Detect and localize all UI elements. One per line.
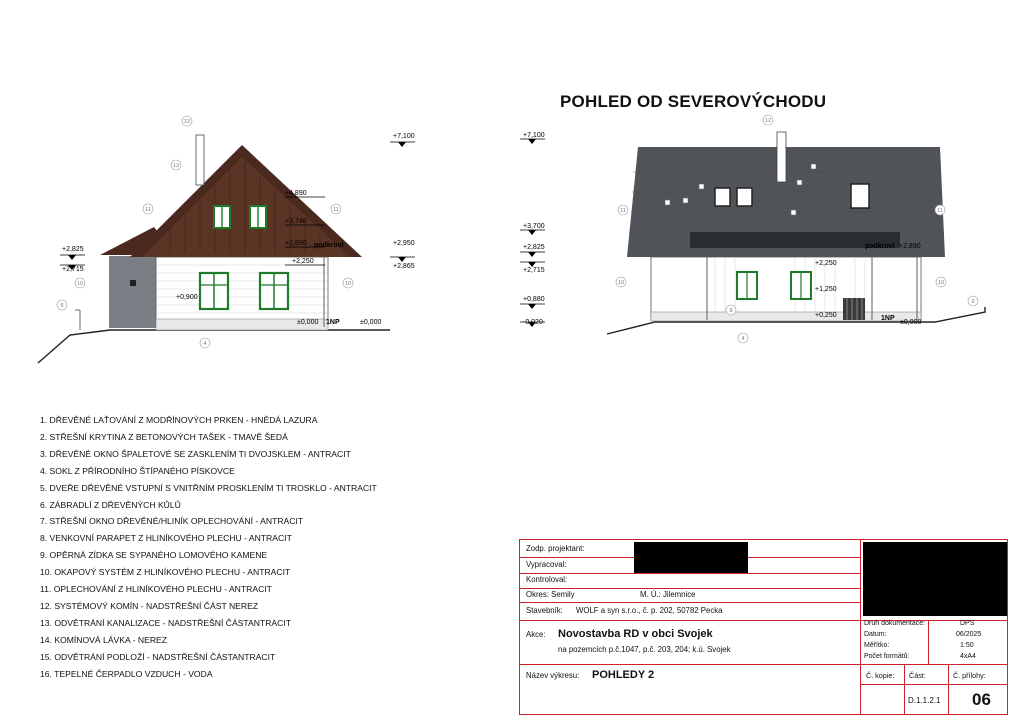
cast-value: D.1.1.2.1: [908, 696, 941, 705]
left-level-2865: +2,865: [393, 263, 415, 270]
left-callout-10: 10: [344, 281, 352, 287]
left-level-2250: +2,250: [292, 258, 314, 265]
legend-item: 7. STŘEŠNÍ OKNO DŘEVĚNÉ/HLINÍK OPLECHOVÁNÍ - ANTRACIT: [40, 516, 304, 527]
material-legend: [40, 412, 377, 683]
cast-label: Část:: [909, 671, 926, 680]
legend-item: 15. ODVĚTRÁNÍ PODLOŽÍ - NADSTŘEŠNÍ ČÁSTANTRACIT: [40, 651, 276, 662]
right-callout-9: 9: [971, 299, 975, 305]
left-callout-4: 4: [203, 341, 207, 347]
right-level-0880: +0,880: [523, 296, 545, 303]
datum-label: Datum:: [864, 631, 887, 638]
left-1np: 1NP: [326, 319, 340, 326]
druh-value: DPS: [960, 620, 975, 627]
right-level-3700: +3,700: [523, 223, 545, 230]
kopie-label: Č. kopie:: [866, 671, 895, 680]
right-level-0250: +0,250: [815, 312, 837, 319]
right-level-2715: +2,715: [523, 267, 545, 274]
right-level-2890: +2,890: [899, 243, 921, 250]
redacted-logo: [863, 542, 1007, 616]
right-level-1250: +1,250: [815, 286, 837, 293]
kontroloval-label: Kontroloval:: [526, 575, 568, 584]
right-1np: 1NP: [881, 315, 895, 322]
legend-item: 8. VENKOVNÍ PARAPET Z HLINÍKOVÉHO PLECHU - ANTRACIT: [40, 533, 292, 544]
zodp-projektant-label: Zodp. projektant:: [526, 544, 585, 553]
left-level-2825: +2,825: [62, 246, 84, 253]
right-level-top: +7,100: [523, 132, 545, 139]
left-callout-6: 6: [60, 303, 64, 309]
left-level-3740: +3,740: [285, 218, 307, 225]
stavebnik-text: WOLF a syn s.r.o., č. p. 202, 50782 Pecka: [576, 606, 723, 615]
page-title: POHLED OD SEVEROVÝCHODU: [560, 92, 827, 111]
left-callout-11: 11: [145, 207, 151, 213]
vypracoval-label: Vypracoval:: [526, 560, 567, 569]
left-level-2950: +2,950: [393, 240, 415, 247]
right-callout-8: 8: [729, 308, 733, 314]
right-level-2825: +2,825: [523, 244, 545, 251]
legend-item: 10. OKAPOVÝ SYSTÉM Z HLINÍKOVÉHO PLECHU - ANTRACIT: [40, 567, 291, 578]
left-level-top: +7,100: [393, 133, 415, 140]
legend-item: 12. SYSTÉMOVÝ KOMÍN - NADSTŘEŠNÍ ČÁST NEREZ: [40, 600, 259, 611]
legend-item: 6. ZÁBRADLÍ Z DŘEVĚNÝCH KŮLŮ: [40, 499, 181, 510]
right-callout-11: 11: [620, 208, 626, 214]
meritko-value: 1:50: [960, 642, 974, 649]
legend-item: 14. KOMÍNOVÁ LÁVKA - NEREZ: [40, 634, 168, 645]
right-level-minus0020: -0,020: [523, 319, 543, 326]
title-block: [519, 539, 1008, 715]
left-level-0900: +0,900: [176, 294, 198, 301]
right-callout-4: 4: [741, 336, 745, 342]
legend-item: 3. DŘEVĚNÉ OKNO ŠPALETOVÉ SE ZASKLENÍM TI DVOJSKLEM - ANTRACIT: [40, 448, 351, 459]
left-callout-13: 13: [172, 163, 180, 169]
left-callout-12: 12: [183, 119, 191, 125]
akce-text: Novostavba RD v obci Svojek: [558, 628, 713, 640]
akce-label: Akce:: [526, 630, 546, 639]
left-level-0-right: ±0,000: [360, 319, 382, 326]
legend-item: 13. ODVĚTRÁNÍ KANALIZACE - NADSTŘEŠNÍ ČÁSTANTRACIT: [40, 617, 292, 628]
left-podkrovi: podkroví: [314, 242, 344, 249]
left-level-2715: +2,715: [62, 266, 84, 273]
prilohy-label: Č. přílohy:: [953, 671, 986, 680]
druh-label: Druh dokumentace:: [864, 620, 926, 627]
akce-subtext: na pozemcích p.č.1047, p.č. 203, 204; k.ú. Svojek: [558, 645, 731, 654]
datum-value: 06/2025: [956, 631, 982, 638]
stavebnik-label: Stavebník:: [526, 606, 563, 615]
right-level-2250: +2,250: [815, 260, 837, 267]
left-level-4890: +4,890: [285, 190, 307, 197]
right-callout-10: 10: [617, 280, 625, 286]
left-elevation-drawing: [30, 105, 430, 370]
redacted-names: [634, 542, 748, 573]
right-callout-12: 12: [764, 118, 772, 124]
left-level-0: ±0,000: [297, 319, 319, 326]
left-callout-10b: 10: [76, 281, 84, 287]
right-podkrovi: podkroví: [865, 243, 895, 250]
legend-item: 5. DVEŘE DŘEVĚNÉ VSTUPNÍ S VNITŘNÍM PROSKLENÍM TI TROSKLO - ANTRACIT: [40, 482, 377, 493]
priloha-value: 06: [972, 690, 991, 709]
okres-text: Okres: Semily: [526, 590, 575, 599]
right-level-0: ±0,000: [900, 319, 922, 326]
pocet-value: 4xA4: [960, 653, 976, 660]
right-callout-11b: 11: [937, 208, 943, 214]
pocet-label: Počet formátů:: [864, 653, 910, 660]
nazev-text: POHLEDY 2: [592, 669, 655, 681]
left-callout-11b: 11: [333, 207, 339, 213]
right-callout-10b: 10: [937, 280, 945, 286]
meritko-label: Měřítko:: [864, 642, 890, 649]
nazev-label: Název výkresu:: [526, 671, 580, 680]
right-elevation-drawing: [515, 112, 1015, 352]
legend-item: 9. OPĚRNÁ ZÍDKA SE SYPANÉHO LOMOVÉHO KAMENE: [40, 550, 268, 561]
legend-item: 2. STŘEŠNÍ KRYTINA Z BETONOVÝCH TAŠEK - TMAVĚ ŠEDÁ: [40, 431, 288, 442]
legend-item: 4. SOKL Z PŘÍRODNÍHO ŠTÍPANÉHO PÍSKOVCE: [40, 465, 235, 476]
mu-text: M. Ú.: Jilemnice: [640, 590, 696, 599]
legend-item: 1. DŘEVĚNÉ LAŤOVÁNÍ Z MODŘÍNOVÝCH PRKEN - HNĚDÁ LAZURA: [40, 415, 318, 425]
legend-item: 11. OPLECHOVÁNÍ Z HLINÍKOVÉHO PLECHU - ANTRACIT: [40, 584, 272, 595]
legend-item: 16. TEPELNÉ ČERPADLO VZDUCH - VODA: [40, 668, 213, 679]
left-level-2890: +2,890: [285, 240, 307, 247]
